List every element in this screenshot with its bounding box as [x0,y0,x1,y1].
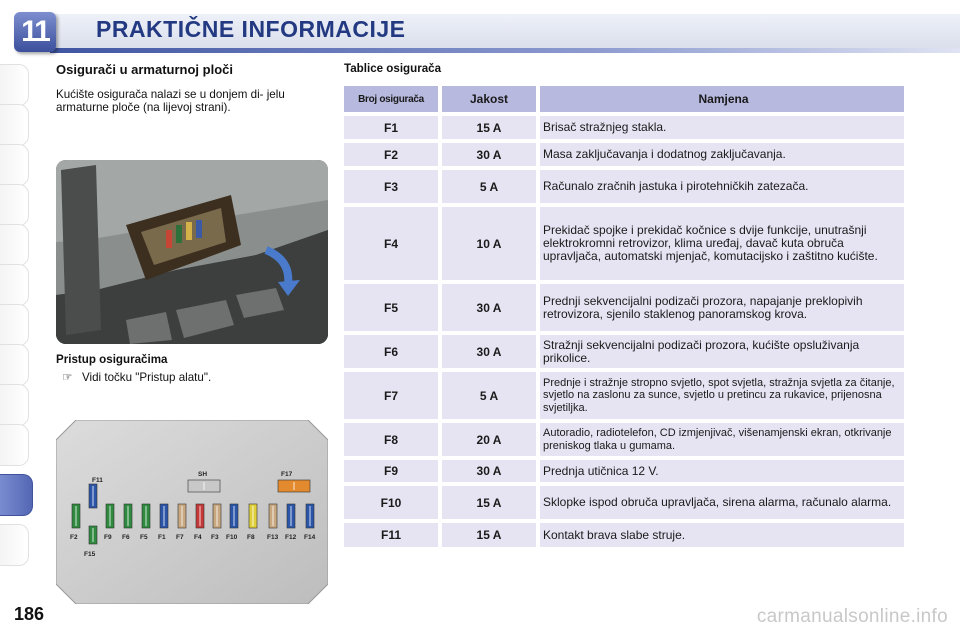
chapter-tab[interactable] [0,184,29,226]
fuse-number: F10 [344,486,438,519]
chapter-tab[interactable] [0,524,29,566]
watermark: carmanualsonline.info [756,606,948,627]
table-row [344,372,904,419]
column-header-purpose: Namjena [540,86,904,112]
fuse-shape-highlight [109,506,111,526]
fuse-shape-highlight [92,486,94,506]
fuse-number: F3 [344,170,438,203]
fuse-purpose: Prednji sekvencijalni podizači prozora, napajanje preklopivih retrovizora, sjenilo staklenog panoramskog krova. [540,284,904,331]
fuse-amps: 15 A [442,486,536,519]
fuse-label-bottom: F2 [70,534,78,541]
fuse-shape-highlight [145,506,147,526]
fuse-shape-highlight [92,528,94,542]
shunt-shape-highlight [203,482,205,490]
chapter-tab[interactable] [0,104,29,146]
fuse-label-top: F17 [281,471,293,478]
fuse-label-below: F15 [84,551,96,558]
fuse-label-bottom: F1 [158,534,166,541]
maxi-fuse-shape-highlight [293,482,295,490]
column-header-amps: Jakost [442,86,536,112]
fuse-amps: 15 A [442,116,536,139]
fuse-amps: 30 A [442,335,536,368]
fuse-label-bottom: F8 [247,534,255,541]
fuse-number: F8 [344,423,438,456]
fuse-shape-highlight [199,506,201,526]
fuse-shape-highlight [252,506,254,526]
access-title: Pristup osiguračima [56,353,168,366]
fuse-purpose: Brisač stražnjeg stakla. [540,116,904,139]
fuse-shape-highlight [75,506,77,526]
fuse-purpose: Stražnji sekvencijalni podizači prozora, kućište opsluživanja prikolice. [540,335,904,368]
fuse-label-bottom: F7 [176,534,184,541]
fuse-layout-diagram [56,420,328,604]
fuse-label-bottom: F3 [211,534,219,541]
table-row [344,523,904,547]
fuse-shape-highlight [216,506,218,526]
fuse-shape-highlight [233,506,235,526]
fuse-label-top: SH [198,471,208,478]
header-underline [50,48,960,53]
fuse-amps: 5 A [442,170,536,203]
fuse-shape-highlight [127,506,129,526]
fuse-purpose: Kontakt brava slabe struje. [540,523,904,547]
fuse-label-bottom: F6 [122,534,130,541]
fuse-number: F11 [344,523,438,547]
fuse-purpose: Računalo zračnih jastuka i pirotehničkih zatezača. [540,170,904,203]
access-bullet [62,370,211,384]
fuse-shape-highlight [272,506,274,526]
fuse-shape-highlight [290,506,292,526]
table-row [344,335,904,368]
fuse-label-bottom: F9 [104,534,112,541]
chapter-tab[interactable] [0,264,29,306]
chapter-tab[interactable] [0,64,29,106]
table-row [344,284,904,331]
fuse-diagram-svg [56,420,328,604]
page-number: 186 [14,604,45,624]
fuse-number: F7 [344,372,438,419]
table-row [344,143,904,166]
table-row [344,423,904,456]
fuse-label-bottom: F14 [304,534,316,541]
column-header-fuse: Broj osigurača [344,86,438,112]
access-bullet-text: Vidi točku "Pristup alatu". [82,371,212,384]
fuse-amps: 20 A [442,423,536,456]
chapter-tab[interactable] [0,144,29,186]
fuse-amps: 30 A [442,143,536,166]
fuse-label-bottom: F10 [226,534,238,541]
fuse-purpose: Autoradio, radiotelefon, CD izmjenjivač, višenamjenski ekran, otkrivanje preniskog tlaka u gumama. [540,423,904,456]
pointing-hand-icon: ☞ [62,371,73,384]
table-row [344,207,904,280]
page-title: PRAKTIČNE INFORMACIJE [96,16,406,42]
fuse-purpose: Sklopke ispod obruča upravljača, sirena alarma, računalo alarma. [540,486,904,519]
fuse-amps: 30 A [442,284,536,331]
table-title: Tablice osigurača [344,62,442,75]
fuse-purpose: Masa zaključavanja i dodatnog zaključavanja. [540,143,904,166]
fuse-label-bottom: F5 [140,534,148,541]
dashboard-photo-illustration [56,160,328,344]
section-text: Kućište osigurača nalazi se u donjem di- jelu armaturne ploče (na lijevoj strani). [56,88,285,114]
fuse-amps: 5 A [442,372,536,419]
fuse-label-top: F11 [92,477,103,484]
chapter-tab-active[interactable] [0,474,33,516]
chapter-tab[interactable] [0,424,29,466]
fuse-amps: 10 A [442,207,536,280]
table-header-row [344,86,904,112]
table-row [344,460,904,482]
fuse-amps: 30 A [442,460,536,482]
fuse-label-bottom: F12 [285,534,297,541]
chapter-number-badge: 11 [14,12,56,52]
fuse-number: F2 [344,143,438,166]
fuse-shape-highlight [309,506,311,526]
chapter-tab[interactable] [0,384,29,426]
fuse-number: F9 [344,460,438,482]
table-row [344,116,904,139]
chapter-tab[interactable] [0,224,29,266]
fuse-label-bottom: F4 [194,534,202,541]
chapter-tabs [0,64,34,574]
fuse-number: F5 [344,284,438,331]
table-row [344,486,904,519]
chapter-tab[interactable] [0,304,29,346]
section-title: Osigurači u armaturnoj ploči [56,62,233,77]
fuse-amps: 15 A [442,523,536,547]
fuse-number: F1 [344,116,438,139]
fuse-purpose: Prekidač spojke i prekidač kočnice s dvije funkcije, unutrašnji elektrokromni retrovizor, klima uređaj, davač kuta obruča upravljača, automatski mjenjač, komutacijsko i zaštitno kućište. [540,207,904,280]
fuse-purpose: Prednje i stražnje stropno svjetlo, spot svjetla, stražnja svjetla za čitanje, svjetlo na zaslonu za sunce, svjetlo u pretincu za rukavice, prijenosna svjetiljka. [540,372,904,419]
fuse-box-photo [56,160,328,344]
fuse-number: F4 [344,207,438,280]
table-row [344,170,904,203]
chapter-tab[interactable] [0,344,29,386]
fuse-shape-highlight [163,506,165,526]
fuse-shape-highlight [181,506,183,526]
fuse-label-bottom: F13 [267,534,279,541]
fuse-number: F6 [344,335,438,368]
fuse-purpose: Prednja utičnica 12 V. [540,460,904,482]
